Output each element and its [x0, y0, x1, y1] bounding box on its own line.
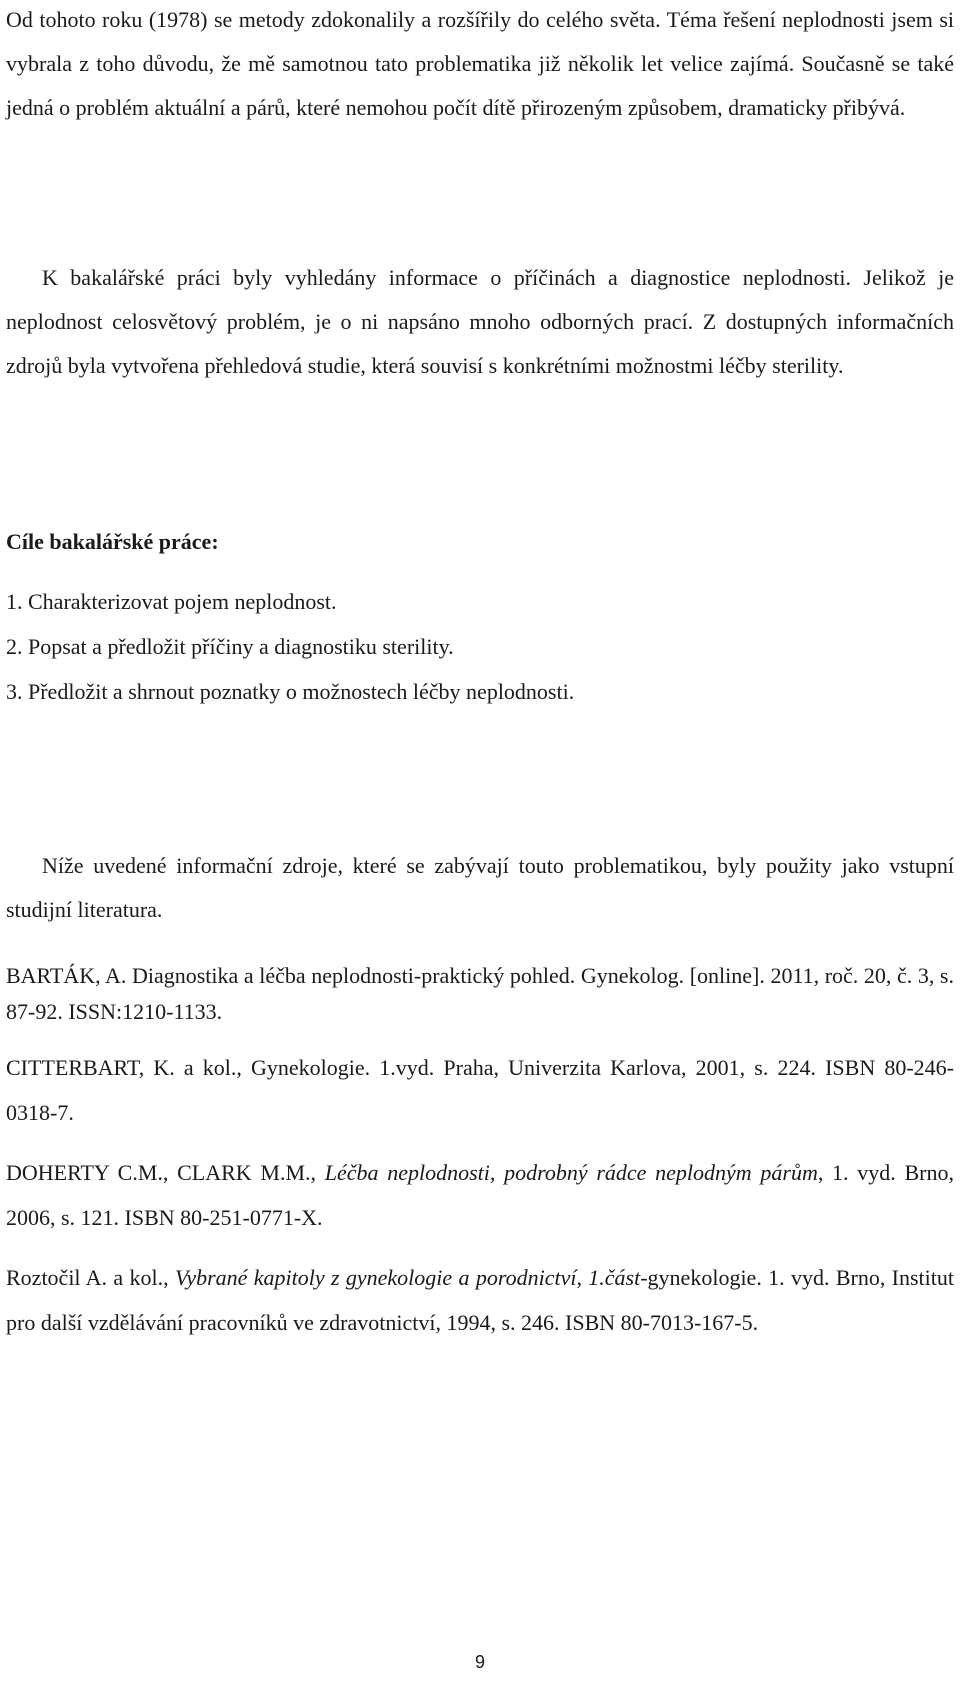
reference-details: -gynekologie. 1. vyd. Brno, Institut pro další vzdělávání pracovníků ve zdravotnictví, 1994, s. 246. ISBN 80-7013-167-5.: [6, 1265, 954, 1335]
sources-paragraph: Níže uvedené informační zdroje, které se zabývají touto problematikou, byly použity jako vstupní studijní literatura.: [6, 853, 954, 922]
reference-item: CITTERBART, K. a kol., Gynekologie. 1.vyd. Praha, Univerzita Karlova, 2001, s. 224. ISBN 80-246-0318-7.: [6, 1055, 954, 1125]
reference-item: [6, 1255, 954, 1345]
reference-details: , 1. vyd. Brno, 2006, s. 121. ISBN 80-251-0771-X.: [6, 1160, 954, 1230]
intro-paragraph: Od tohoto roku (1978) se metody zdokonalily a rozšířily do celého světa. Téma řešení neplodnosti jsem si vybrala z toho důvodu, že mě samotnou tato problematika již několik let velice zajímá. Současně se také jedná o problém aktuální a párů, které nemohou počít dítě přirozeným způsobem, dramaticky přibývá.: [6, 7, 954, 120]
goal-item: 3. Předložit a shrnout poznatky o možnostech léčby neplodnosti.: [6, 679, 575, 704]
reference-authors: DOHERTY C.M., CLARK M.M.,: [6, 1160, 325, 1185]
reference-title: Vybrané kapitoly z gynekologie a porodnictví, 1.část: [174, 1265, 641, 1290]
bachelor-thesis-paragraph: K bakalářské práci byly vyhledány informace o příčinách a diagnostice neplodnosti. Jelikož je neplodnost celosvětový problém, je o ni napsáno mnoho odborných prací. Z dostupných informačních zdrojů byla vytvořena přehledová studie, která souvisí s konkrétními možnostmi léčby sterility.: [6, 265, 954, 378]
goals-heading: Cíle bakalářské práce:: [6, 529, 219, 554]
reference-title: Léčba neplodnosti, podrobný rádce neplodným párům: [324, 1160, 818, 1185]
reference-authors: Roztočil A. a kol.,: [6, 1265, 175, 1290]
reference-item: [6, 1150, 954, 1240]
goals-list: [6, 580, 574, 715]
page-number: 9: [474, 1652, 485, 1672]
goal-item: 2. Popsat a předložit příčiny a diagnostiku sterility.: [6, 634, 454, 659]
reference-list: [6, 958, 954, 1360]
reference-item: BARTÁK, A. Diagnostika a léčba neplodnosti-praktický pohled. Gynekolog. [online]. 2011, roč. 20, č. 3, s. 87-92. ISSN:1210-1133.: [6, 963, 954, 1024]
document-page: [6, 0, 954, 1698]
goal-item: 1. Charakterizovat pojem neplodnost.: [6, 589, 337, 614]
